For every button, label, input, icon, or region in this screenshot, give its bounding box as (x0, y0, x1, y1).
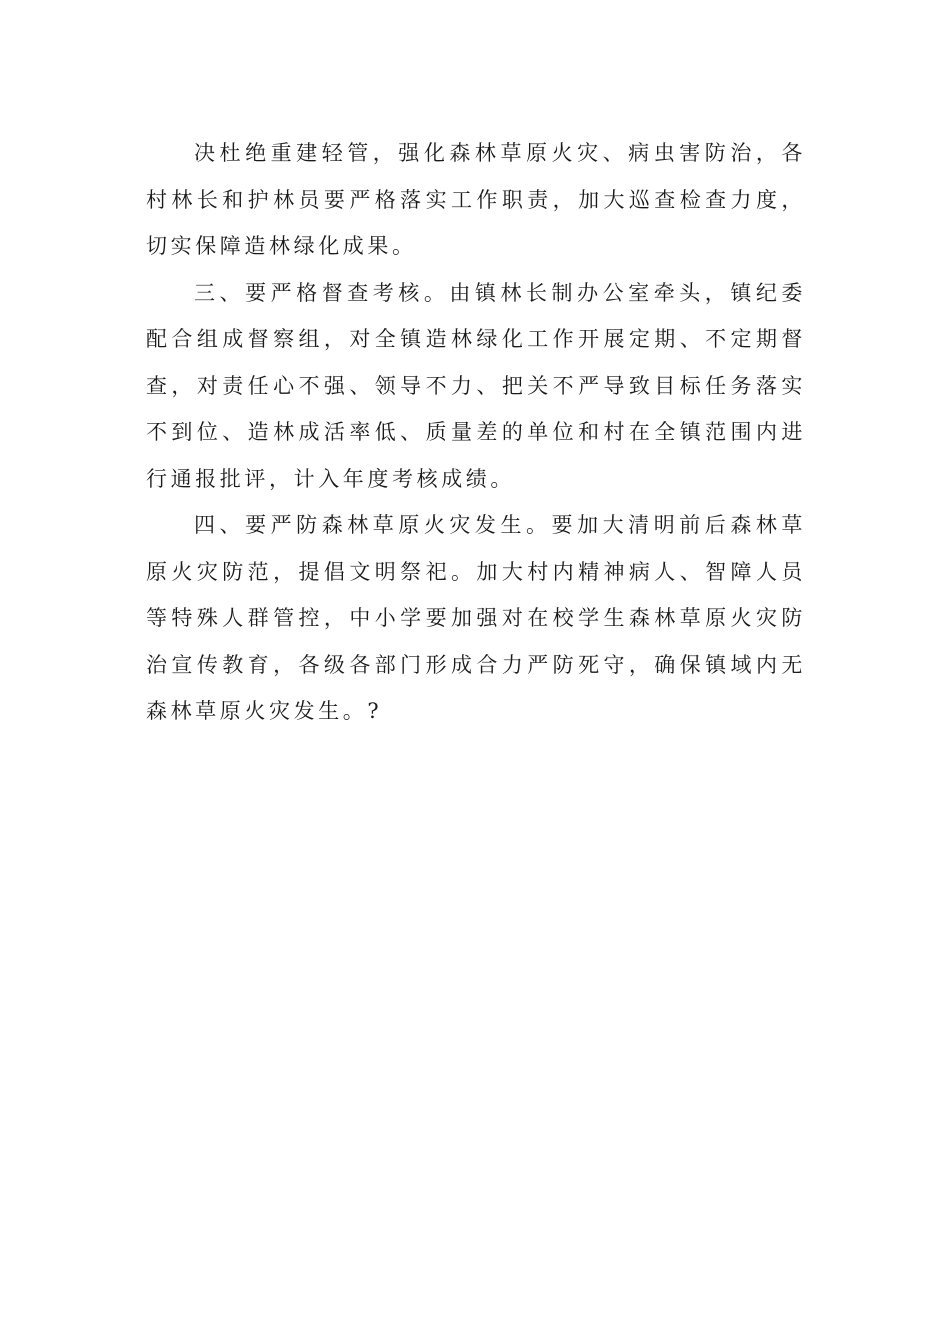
paragraph-continuation: 决杜绝重建轻管，强化森林草原火灾、病虫害防治，各村林长和护林员要严格落实工作职责，加大巡查检查力度，切实保障造林绿化成果。 (146, 141, 806, 258)
document-body (146, 130, 806, 735)
paragraph-section-four: 四、要严防森林草原火灾发生。要加大清明前后森林草原火灾防范，提倡文明祭祀。加大村内精神病人、智障人员等特殊人群管控，中小学要加强对在校学生森林草原火灾防治宣传教育，各级各部门形成合力严防死守，确保镇域内无森林草原火灾发生。? (146, 513, 806, 723)
paragraph-section-three: 三、要严格督查考核。由镇林长制办公室牵头，镇纪委配合组成督察组，对全镇造林绿化工作开展定期、不定期督查，对责任心不强、领导不力、把关不严导致目标任务落实不到位、造林成活率低、质量差的单位和村在全镇范围内进行通报批评，计入年度考核成绩。 (146, 280, 806, 491)
